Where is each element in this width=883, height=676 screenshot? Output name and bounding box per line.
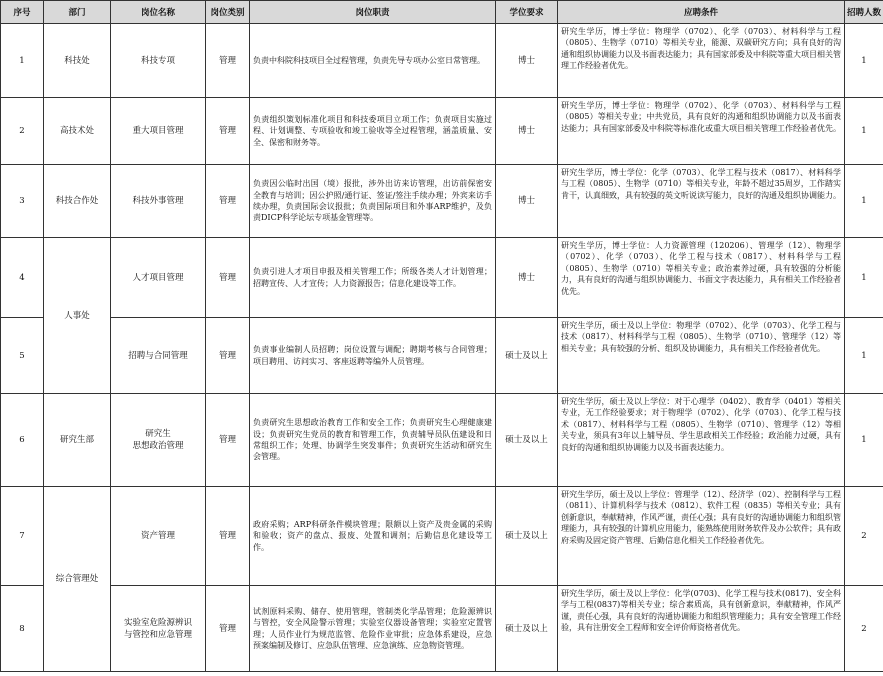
table-row xyxy=(1,165,883,238)
cell-seq: 2 xyxy=(1,98,44,165)
cell-dept: 人事处 xyxy=(44,238,111,394)
cell-count: 1 xyxy=(845,165,883,238)
cell-position: 研究生 思想政治管理 xyxy=(111,394,206,487)
cell-count: 1 xyxy=(845,24,883,98)
cell-position: 科技外事管理 xyxy=(111,165,206,238)
cell-degree: 博士 xyxy=(496,165,558,238)
table-row xyxy=(1,238,883,318)
cell-degree: 硕士及以上 xyxy=(496,586,558,672)
table-row xyxy=(1,98,883,165)
cell-category: 管理 xyxy=(206,318,250,394)
cell-requirements: 研究生学历，硕士及以上学位：物理学（0702）、化学（0703）、化学工程与技术（0817）、材料科学与工程（0805）、生物学（0710）、管理学（12）等相关专业；具有较强的分析、组织及协调能力，具有相关工作经验者优先。 xyxy=(558,318,845,394)
cell-count: 1 xyxy=(845,98,883,165)
cell-seq: 7 xyxy=(1,487,44,586)
header-dept: 部门 xyxy=(44,1,111,24)
cell-requirements: 研究生学历，硕士及以上学位：化学(0703)、化学工程与技术(0817)、安全科学与工程(0837)等相关专业；综合素质高，具有创新意识，奉献精神，作风严谨，责任心强，具有良好的沟通协调能力和组织管理能力；具有安全管理工作经验，具有注册安全工程师和安全评价师资格者优先。 xyxy=(558,586,845,672)
cell-count: 2 xyxy=(845,487,883,586)
table-row xyxy=(1,394,883,487)
header-degree: 学位要求 xyxy=(496,1,558,24)
header-duties: 岗位职责 xyxy=(250,1,496,24)
table-row xyxy=(1,586,883,672)
cell-dept: 科技合作处 xyxy=(44,165,111,238)
header-count: 招聘人数 xyxy=(845,1,883,24)
header-position: 岗位名称 xyxy=(111,1,206,24)
header-category: 岗位类别 xyxy=(206,1,250,24)
cell-category: 管理 xyxy=(206,394,250,487)
cell-position: 科技专项 xyxy=(111,24,206,98)
cell-category: 管理 xyxy=(206,586,250,672)
cell-duties: 试剂原料采购、储存、使用管理，管制类化学品管理；危险源辨识与管控，安全风险警示管理；实验室仪器设备管理；实验室定置管理；人员作业行为规范监管、危险作业审批；应急体系建设，应急预案编制及修订、应急队伍管理、应急演练、应急物资管理。 xyxy=(250,586,496,672)
cell-seq: 4 xyxy=(1,238,44,318)
cell-degree: 硕士及以上 xyxy=(496,394,558,487)
cell-position: 实验室危险源辨识 与管控和应急管理 xyxy=(111,586,206,672)
cell-dept: 综合管理处 xyxy=(44,487,111,672)
cell-degree: 博士 xyxy=(496,98,558,165)
cell-count: 2 xyxy=(845,586,883,672)
cell-degree: 硕士及以上 xyxy=(496,487,558,586)
cell-requirements: 研究生学历，硕士及以上学位：对于心理学（0402）、教育学（0401）等相关专业，无工作经验要求；对于物理学（0702）、化学（0703）、化学工程与技术（0817）、材料科学与工程（0805）、生物学（0710）、管理学（12）等相关专业，须具有3年以上辅导员、学生思政相关工作经验；政治能力过硬，具有良好的沟通和组织协调能力以及书面表达能力。 xyxy=(558,394,845,487)
cell-position: 重大项目管理 xyxy=(111,98,206,165)
header-requirements: 应聘条件 xyxy=(558,1,845,24)
cell-category: 管理 xyxy=(206,24,250,98)
header-row xyxy=(1,1,883,24)
cell-seq: 8 xyxy=(1,586,44,672)
cell-requirements: 研究生学历，博士学位：物理学（0702）、化学（0703）、材料科学与工程（0805）、生物学（0710）等相关专业，能源、双碳研究方向；具有良好的沟通和组织协调能力以及书面表达能力；具有国家部委及中科院等重大项目相关管理工作经验者优先。 xyxy=(558,24,845,98)
table-row xyxy=(1,487,883,586)
cell-seq: 5 xyxy=(1,318,44,394)
cell-dept: 高技术处 xyxy=(44,98,111,165)
cell-requirements: 研究生学历，博士学位：物理学（0702）、化学（0703）、材料科学与工程（0805）等相关专业；中共党员，具有良好的沟通和组织协调能力以及书面表达能力；具有国家部委及中科院等标准化或重大项目相关管理工作经验者优先。 xyxy=(558,98,845,165)
header-seq: 序号 xyxy=(1,1,44,24)
cell-degree: 博士 xyxy=(496,24,558,98)
cell-seq: 1 xyxy=(1,24,44,98)
cell-count: 1 xyxy=(845,318,883,394)
cell-category: 管理 xyxy=(206,98,250,165)
cell-duties: 负责组织策划标准化项目和科技委项目立项工作；负责项目实施过程、计划调整、专项验收和竣工验收等全过程管理，涵盖质量、安全、保密和财务等。 xyxy=(250,98,496,165)
cell-position: 资产管理 xyxy=(111,487,206,586)
cell-duties: 负责因公临时出国（境）报批，涉外出访来访管理，出访前保密安全教育与培训；因公护照/通行证、签证/签注手续办理；外宾来访手续办理，负责国际会议报批；负责国际项目和外事ARP维护，及负责DICP科学论坛专项基金管理等。 xyxy=(250,165,496,238)
cell-degree: 博士 xyxy=(496,238,558,318)
cell-requirements: 研究生学历，博士学位：人力资源管理（120206）、管理学（12）、物理学（0702）、化学（0703）、化学工程与技术（0817）、材料科学与工程（0805）、生物学（0710）等相关专业；政治素养过硬，具有较强的分析能力，具有良好的沟通与组织协调能力、书面文字表达能力，具有相关工作经验者优先。 xyxy=(558,238,845,318)
cell-count: 1 xyxy=(845,394,883,487)
cell-duties: 负责研究生思想政治教育工作和安全工作；负责研究生心理健康建设；负责研究生党员的教育和管理工作，负责辅导员队伍建设和日常组织工作；处理、协调学生突发事件；负责研究生活动和研究生会管理。 xyxy=(250,394,496,487)
cell-category: 管理 xyxy=(206,238,250,318)
cell-seq: 6 xyxy=(1,394,44,487)
table-row xyxy=(1,24,883,98)
cell-dept: 科技处 xyxy=(44,24,111,98)
cell-requirements: 研究生学历，硕士及以上学位：管理学（12）、经济学（02）、控制科学与工程（0811）、计算机科学与技术（0812）、软件工程（0835）等相关专业；具有创新意识，奉献精神，作风严谨，责任心强；具有良好的沟通协调能力和组织管理能力，具有较强的计算机应用能力，能熟练使用财务软件及办公软件；具有政府采购及固定资产管理、后勤信息化相关工作经验者优先。 xyxy=(558,487,845,586)
cell-duties: 负责中科院科技项目全过程管理，负责先导专项办公室日常管理。 xyxy=(250,24,496,98)
cell-seq: 3 xyxy=(1,165,44,238)
cell-duties: 负责引进人才项目申报及相关管理工作；所级各类人才计划管理；招聘宣传、人才宣传；人力资源报告；信息化建设等工作。 xyxy=(250,238,496,318)
cell-duties: 负责事业编制人员招聘；岗位设置与调配；聘期考核与合同管理；项目聘用、访问实习、客座返聘等编外人员管理。 xyxy=(250,318,496,394)
cell-category: 管理 xyxy=(206,487,250,586)
cell-degree: 硕士及以上 xyxy=(496,318,558,394)
cell-dept: 研究生部 xyxy=(44,394,111,487)
table-row xyxy=(1,318,883,394)
cell-duties: 政府采购；ARP科研条件模块管理；限额以上资产及贵金属的采购和验收；资产的盘点、报废、处置和调剂；后勤信息化建设等工作。 xyxy=(250,487,496,586)
cell-position: 招聘与合同管理 xyxy=(111,318,206,394)
cell-category: 管理 xyxy=(206,165,250,238)
cell-position: 人才项目管理 xyxy=(111,238,206,318)
cell-count: 1 xyxy=(845,238,883,318)
cell-requirements: 研究生学历，博士学位：化学（0703）、化学工程与技术（0817）、材料科学与工程（0805）、生物学（0710）等相关专业，年龄不超过35周岁，工作踏实肯干，认真细致，具有较强的英文听说读写能力，良好的沟通及组织协调能力。 xyxy=(558,165,845,238)
